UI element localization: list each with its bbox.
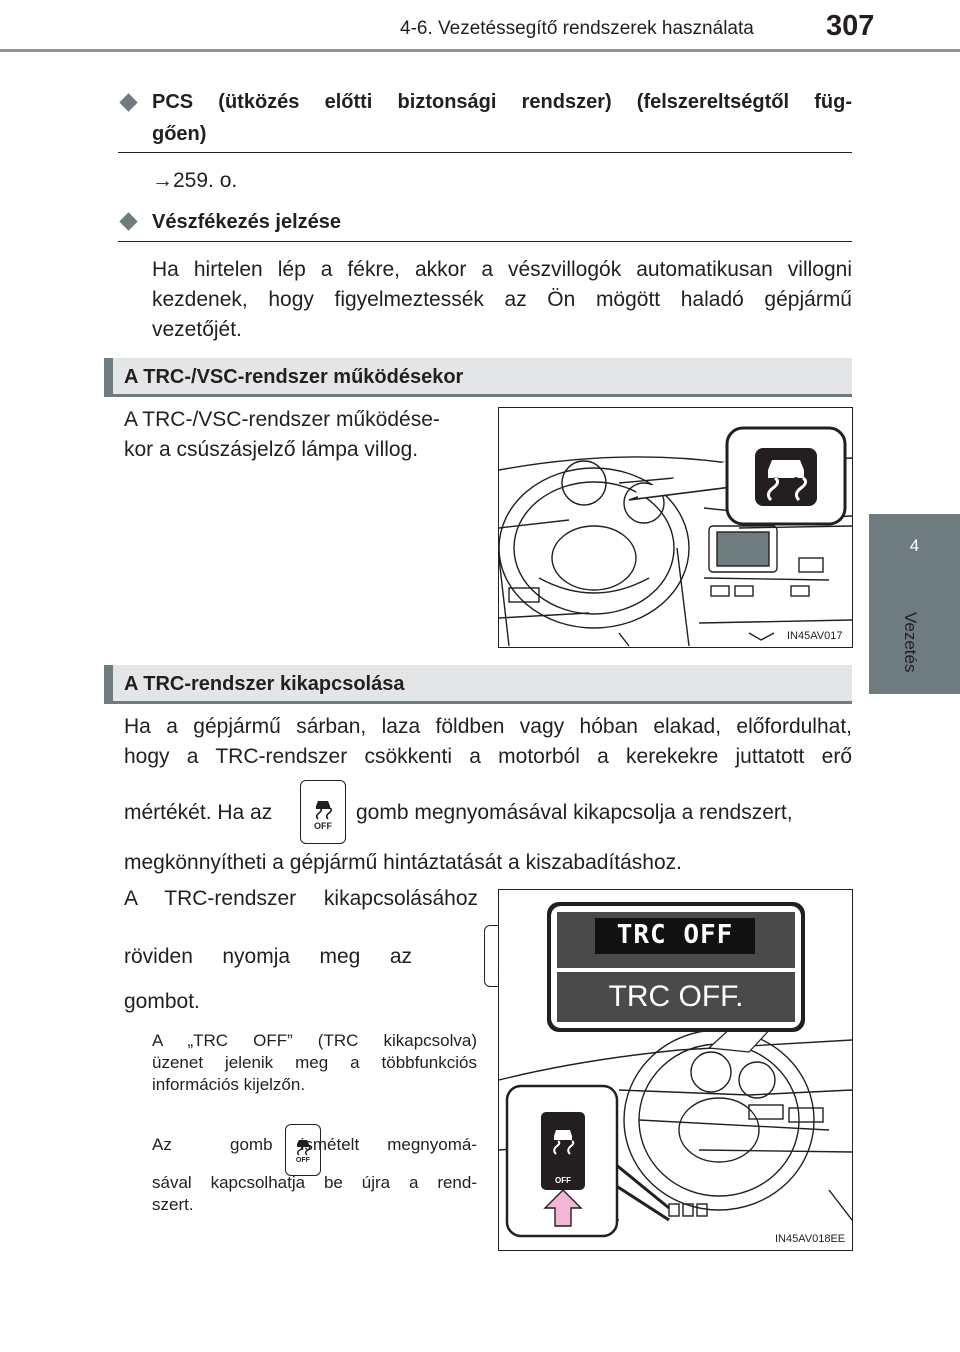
page-number: 307 — [826, 10, 875, 42]
chapter-number: 4 — [909, 536, 920, 555]
press-line1: A TRC-rendszer kikapcsolásához — [124, 887, 478, 910]
trc-off-line3b: gomb megnyomásával kikapcsolja a rendszert, — [356, 801, 793, 824]
figure-code: IN45AV018EE — [775, 1233, 846, 1245]
skid-indicator-icon — [755, 448, 817, 506]
section-title-trc-off: A TRC-rendszer kikapcsolása — [124, 673, 405, 695]
pcs-rule — [118, 152, 852, 153]
dashboard-slip-indicator-figure — [498, 407, 853, 648]
section-accent — [104, 665, 113, 704]
trc-off-indicator-text: TRC OFF — [616, 920, 734, 950]
note-line3: információs kijelzőn. — [152, 1075, 306, 1094]
arrow-icon: → — [152, 169, 173, 192]
figure-code: IN45AV017 — [787, 630, 843, 642]
again-line1a: Az — [152, 1135, 172, 1154]
emergency-text-line1: Ha hirtelen lép a fékre, akkor a vészvillogók automatikusan villogni — [152, 258, 852, 281]
diamond-bullet-icon — [119, 212, 137, 230]
trc-off-line3a: mértékét. Ha az — [124, 801, 273, 824]
press-line3: gombot. — [124, 990, 200, 1013]
off-label: OFF — [295, 1157, 310, 1164]
trc-active-line1: A TRC-/VSC-rendszer működése- — [124, 408, 440, 431]
trc-off-line2: hogy a TRC-rendszer csökkenti a motorból a kerekekre juttatott erő — [124, 745, 852, 768]
again-line2: sával kapcsolhatja be újra a rend- — [152, 1173, 477, 1192]
note-line1: A „TRC OFF” (TRC kikapcsolva) — [152, 1031, 477, 1050]
trc-off-line4: megkönnyítheti a gépjármű hintáztatását a kiszabadításhoz. — [124, 851, 682, 874]
again-line1b: gomb ismételt megnyomá- — [230, 1135, 477, 1154]
pcs-reference-text: 259. o. — [173, 169, 238, 192]
pcs-heading-line2: gően) — [152, 123, 207, 145]
again-line3: szert. — [152, 1195, 194, 1214]
trc-active-line2: kor a csúszásjelző lámpa villog. — [124, 438, 419, 461]
dashboard-illustration — [499, 408, 852, 647]
pcs-heading-line1: PCS (ütközés előtti biztonsági rendszer) (felszereltségtől füg- — [152, 91, 852, 113]
emergency-heading: Vészfékezés jelzése — [152, 211, 342, 233]
pcs-reference — [152, 164, 237, 197]
switch-off-label: OFF — [555, 1176, 571, 1185]
trc-off-line1: Ha a gépjármű sárban, laza földben vagy hóban elakad, előfordulhat, — [124, 715, 852, 738]
emergency-text-line2: kezdenek, hogy figyelmeztessék az Ön mögött haladó gépjármű — [152, 288, 852, 311]
emergency-rule — [118, 241, 852, 242]
chapter-label: Vezetés — [901, 612, 920, 673]
header-rule — [0, 49, 960, 52]
note-line2: üzenet jelenik meg a többfunkciós — [152, 1053, 477, 1072]
trc-off-button-icon — [300, 780, 346, 844]
section-accent — [104, 358, 113, 397]
section-title-trc-active: A TRC-/VSC-rendszer működésekor — [124, 366, 464, 388]
trc-off-display-figure — [498, 889, 853, 1251]
diamond-bullet-icon — [119, 93, 137, 111]
trc-off-message-text: TRC OFF. — [608, 980, 744, 1013]
press-line2: röviden nyomja meg az — [124, 945, 412, 968]
emergency-text-line3: vezetőjét. — [152, 318, 242, 341]
off-label: OFF — [314, 821, 332, 831]
chapter-title: 4-6. Vezetéssegítő rendszerek használata — [400, 18, 754, 39]
